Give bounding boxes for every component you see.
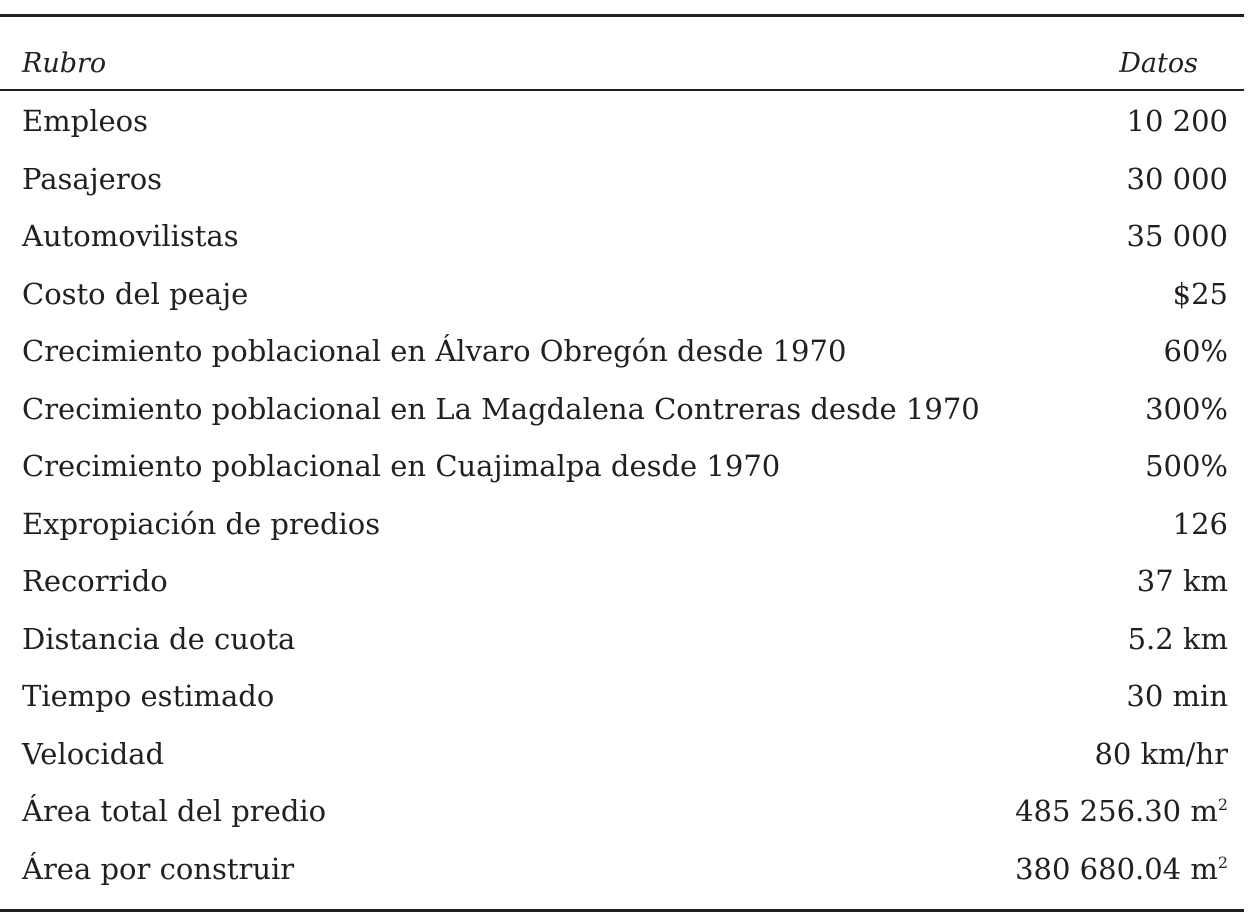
- row-label: Crecimiento poblacional en La Magdalena Contreras desde 1970: [22, 391, 980, 426]
- row-value: 35 000: [1126, 219, 1228, 253]
- row-value: [1015, 786, 1228, 836]
- table-row: [0, 269, 1244, 327]
- row-label: Pasajeros: [22, 161, 163, 196]
- table-top-rule: [0, 14, 1244, 17]
- table-row: [0, 154, 1244, 212]
- table-row: [0, 844, 1244, 902]
- row-value: 60%: [1163, 334, 1228, 368]
- row-label: Crecimiento poblacional en Cuajimalpa desde 1970: [22, 449, 781, 483]
- row-value: 500%: [1145, 449, 1228, 483]
- table-body: [0, 96, 1244, 901]
- table-row: [0, 211, 1244, 269]
- table-bottom-rule: [0, 909, 1244, 912]
- value-text: 380 680.04 m: [1015, 851, 1218, 886]
- table-row: [0, 671, 1244, 729]
- row-value: 5.2 km: [1127, 621, 1228, 656]
- value-text: 485 256.30 m: [1015, 794, 1218, 828]
- row-value: 30 min: [1126, 679, 1228, 713]
- row-label: Expropiación de predios: [22, 506, 381, 541]
- table-header: [0, 44, 1244, 84]
- row-label: Área total del predio: [22, 794, 327, 828]
- row-value: 300%: [1145, 391, 1228, 426]
- table-row: [0, 614, 1244, 672]
- table-row: [0, 786, 1244, 844]
- table-row: [0, 556, 1244, 614]
- row-value: 37 km: [1136, 564, 1228, 598]
- table-row: [0, 729, 1244, 787]
- row-value: 30 000: [1126, 161, 1228, 196]
- row-value: 80 km/hr: [1094, 736, 1228, 771]
- table-header-rule: [0, 89, 1244, 91]
- row-label: Tiempo estimado: [22, 679, 275, 713]
- table-row: [0, 499, 1244, 557]
- row-value: $25: [1172, 276, 1228, 311]
- column-header-datos: Datos: [1119, 48, 1198, 79]
- row-label: Recorrido: [22, 564, 168, 598]
- row-value: [1015, 844, 1228, 894]
- table-row: [0, 96, 1244, 154]
- table-row: [0, 326, 1244, 384]
- row-label: Costo del peaje: [22, 276, 249, 311]
- table-row: [0, 441, 1244, 499]
- unit-superscript: 2: [1217, 794, 1228, 814]
- row-label: Crecimiento poblacional en Álvaro Obregón desde 1970: [22, 334, 847, 368]
- row-label: Automovilistas: [22, 219, 239, 253]
- table-row: [0, 384, 1244, 442]
- row-label: Área por construir: [22, 851, 295, 886]
- row-label: Velocidad: [22, 736, 165, 771]
- unit-superscript: 2: [1217, 852, 1228, 872]
- row-label: Empleos: [22, 104, 149, 138]
- row-value: 10 200: [1126, 104, 1228, 138]
- row-value: 126: [1172, 506, 1228, 541]
- column-header-rubro: Rubro: [22, 48, 107, 79]
- row-label: Distancia de cuota: [22, 621, 296, 656]
